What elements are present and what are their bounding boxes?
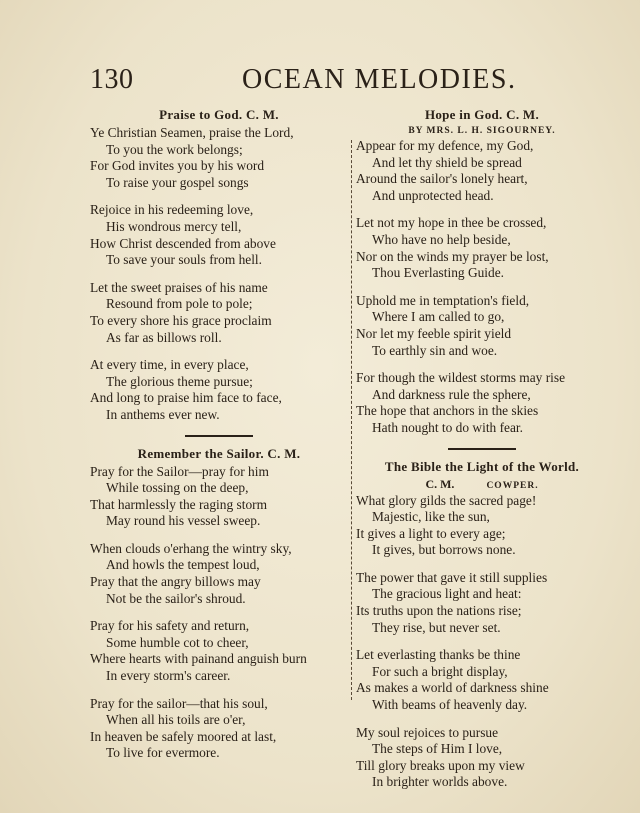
verse-line: Who have no help beside,: [372, 231, 511, 247]
hymn-byline: BY MRS. L. H. SIGOURNEY.: [408, 126, 556, 136]
verse-line: With beams of heavenly day.: [372, 697, 528, 713]
verse-line: In brighter worlds above.: [372, 774, 508, 790]
verse-line: When all his toils are o'er,: [106, 712, 246, 728]
hymn-meter-line: [356, 477, 608, 493]
left-column: [90, 106, 348, 773]
hymn-title: The Bible the Light of the World.: [384, 458, 580, 474]
page-header: [90, 64, 560, 98]
verse-line: It gives, but borrows none.: [372, 542, 516, 558]
hymn-praise-to-god: [90, 106, 348, 424]
stanza: [356, 293, 608, 359]
verse-line: In anthems ever new.: [106, 406, 220, 422]
stanza: [90, 125, 348, 191]
section-rule: [448, 448, 516, 450]
verse-line: It gives a light to every age;: [356, 525, 506, 541]
verse-line: And unprotected head.: [372, 187, 494, 203]
stanza: [356, 493, 608, 559]
verse-line: As far as billows roll.: [106, 329, 222, 345]
verse-line: Pray for the Sailor—pray for him: [90, 463, 269, 479]
verse-line: Where I am called to go,: [372, 309, 505, 325]
stanza: [90, 618, 348, 684]
running-title: OCEAN MELODIES.: [242, 64, 517, 95]
stanza: [356, 215, 608, 281]
verse-line: How Christ descended from above: [90, 235, 276, 251]
hymn-byline: COWPER.: [486, 480, 539, 491]
stanza: [356, 647, 608, 713]
right-column: [356, 106, 608, 802]
verse-line: Some humble cot to cheer,: [106, 634, 249, 650]
verse-line: Rejoice in his redeeming love,: [90, 202, 254, 218]
stanza: [356, 370, 608, 436]
stanza: [356, 138, 608, 204]
verse-line: Nor let my feeble spirit yield: [356, 325, 512, 341]
stanza: [90, 541, 348, 607]
verse-line: Till glory breaks upon my view: [356, 757, 525, 773]
verse-line: To raise your gospel songs: [106, 174, 249, 190]
verse-line: For God invites you by his word: [90, 158, 265, 174]
verse-line: For such a bright display,: [372, 663, 508, 679]
page-number: 130: [90, 64, 134, 95]
verse-line: Ye Christian Seamen, praise the Lord,: [90, 125, 294, 140]
hymn-remember-the-sailor: [90, 445, 348, 763]
verse-line: Resound from pole to pole;: [106, 296, 253, 312]
stanza: [90, 280, 348, 346]
stanza: [90, 696, 348, 762]
verse-line: Let everlasting thanks be thine: [356, 647, 521, 663]
hymn-hope-in-god: [356, 106, 608, 437]
verse-line: Where hearts with painand anguish burn: [90, 651, 307, 667]
verse-line: Uphold me in temptation's field,: [356, 292, 530, 308]
verse-line: At every time, in every place,: [90, 357, 249, 373]
stanza: [90, 202, 348, 268]
verse-line: Its truths upon the nations rise;: [356, 603, 522, 619]
verse-line: My soul rejoices to pursue: [356, 724, 499, 740]
verse-line: Around the sailor's lonely heart,: [356, 171, 528, 187]
verse-line: That harmlessly the raging storm: [90, 496, 268, 512]
verse-line: Thou Everlasting Guide.: [372, 265, 505, 281]
verse-line: In heaven be safely moored at last,: [90, 728, 277, 744]
verse-line: To every shore his grace proclaim: [90, 312, 272, 328]
verse-line: While tossing on the deep,: [106, 480, 249, 496]
verse-line: His wondrous mercy tell,: [106, 218, 242, 234]
verse-line: To live for evermore.: [106, 745, 220, 761]
hymn-title: Hope in God. C. M.: [424, 107, 540, 122]
verse-line: And long to praise him face to face,: [90, 390, 282, 406]
verse-line: Pray for his safety and return,: [90, 618, 250, 634]
verse-line: The hope that anchors in the skies: [356, 403, 539, 419]
verse-line: And howls the tempest loud,: [106, 557, 260, 573]
verse-line: The gracious light and heat:: [372, 586, 522, 602]
verse-line: To you the work belongs;: [106, 141, 243, 157]
verse-line: The power that gave it still supplies: [356, 569, 548, 585]
verse-line: Pray that the angry billows may: [90, 574, 261, 590]
verse-line: To save your souls from hell.: [106, 252, 263, 268]
verse-line: In every storm's career.: [106, 668, 231, 684]
verse-line: They rise, but never set.: [372, 619, 501, 635]
stanza: [356, 725, 608, 791]
verse-line: When clouds o'erhang the wintry sky,: [90, 540, 292, 556]
verse-line: The steps of Him I love,: [372, 741, 503, 757]
verse-line: Let the sweet praises of his name: [90, 279, 268, 295]
section-rule: [185, 435, 253, 437]
hymn-title: Praise to God. C. M.: [159, 107, 279, 122]
verse-line: As makes a world of darkness shine: [356, 680, 549, 696]
stanza: [90, 357, 348, 423]
verse-line: Nor on the winds my prayer be lost,: [356, 248, 549, 264]
verse-line: And darkness rule the sphere,: [372, 386, 531, 402]
stanza: [356, 570, 608, 636]
verse-line: Pray for the sailor—that his soul,: [90, 695, 268, 711]
verse-line: To earthly sin and woe.: [372, 342, 498, 358]
verse-line: May round his vessel sweep.: [106, 513, 261, 529]
column-divider: [351, 140, 352, 700]
verse-line: And let thy shield be spread: [372, 154, 522, 170]
stanza: [90, 464, 348, 530]
verse-line: Let not my hope in thee be crossed,: [356, 215, 547, 231]
hymn-title: Remember the Sailor. C. M.: [137, 445, 301, 461]
verse-line: Majestic, like the sun,: [372, 509, 490, 525]
hymn-meter: C. M.: [425, 476, 455, 491]
hymn-bible-light-of-world: [356, 458, 608, 792]
verse-line: Appear for my defence, my God,: [356, 138, 534, 153]
verse-line: Not be the sailor's shroud.: [106, 590, 246, 606]
verse-line: What glory gilds the sacred page!: [356, 492, 537, 508]
verse-line: Hath nought to do with fear.: [372, 419, 523, 435]
verse-line: The glorious theme pursue;: [106, 373, 253, 389]
verse-line: For though the wildest storms may rise: [356, 370, 566, 386]
